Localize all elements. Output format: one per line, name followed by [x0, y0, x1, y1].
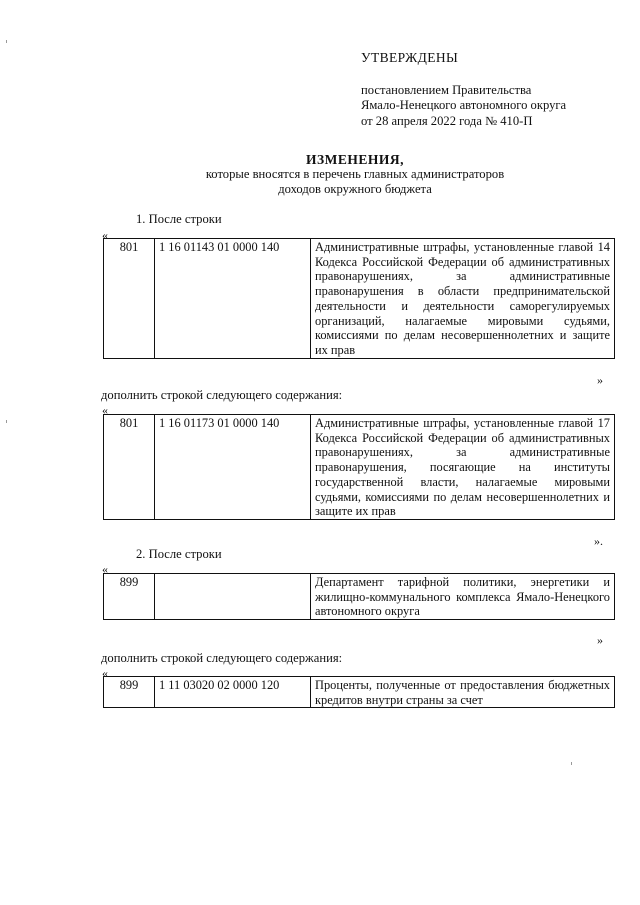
- income-name-cell: Административные штрафы, установленные главой 17 Кодекса Российской Федерации об административных правонарушениях, за административные правонарушения, посягающие на институты государственной власти, налагаемые мировыми судьями, комиссиями по делам несовершеннолетних и защите их прав: [311, 415, 615, 520]
- document-title: ИЗМЕНЕНИЯ,: [305, 152, 404, 167]
- open-quote: «: [102, 403, 108, 417]
- scan-mark: [6, 420, 7, 423]
- budget-table: [103, 676, 615, 708]
- table-row: [104, 415, 615, 520]
- income-code-cell: 1 16 01143 01 0000 140: [155, 239, 311, 359]
- open-quote: «: [102, 666, 108, 680]
- approval-line: Ямало-Ненецкого автономного округа: [361, 98, 567, 113]
- section-label: 2. После строки: [136, 547, 222, 561]
- approval-line: постановлением Правительства: [361, 83, 532, 98]
- budget-table: [103, 573, 615, 620]
- close-quote: »: [597, 373, 603, 387]
- admin-code-cell: 899: [104, 677, 155, 708]
- document-subtitle-line: которые вносятся в перечень главных администраторов: [205, 167, 505, 182]
- close-quote: »: [597, 633, 603, 647]
- budget-table: [103, 238, 615, 359]
- scan-mark: [6, 40, 7, 43]
- document-subtitle-line: доходов окружного бюджета: [278, 182, 432, 197]
- close-quote: ».: [594, 534, 603, 548]
- admin-code-cell: 801: [104, 415, 155, 520]
- document-heading: [100, 152, 610, 198]
- supplement-label: дополнить строкой следующего содержания:: [101, 651, 343, 665]
- income-code-cell: 1 11 03020 02 0000 120: [155, 677, 311, 708]
- budget-table: [103, 414, 615, 520]
- income-name-cell: Административные штрафы, установленные главой 14 Кодекса Российской Федерации об административных правонарушениях, за административные правонарушения в области предпринимательской деятельности и деятельности саморегулируемых организаций, налагаемые мировыми судьями, комиссиями по делам несовершеннолетних и защите их прав: [311, 239, 615, 359]
- table-row: [104, 239, 615, 359]
- income-code-cell: 1 16 01173 01 0000 140: [155, 415, 311, 520]
- table-row: [104, 574, 615, 620]
- income-code-cell: [155, 574, 311, 620]
- section-label: 1. После строки: [136, 212, 222, 226]
- income-name-cell: Департамент тарифной политики, энергетики и жилищно-коммунального комплекса Ямало-Ненецкого автономного округа: [311, 574, 615, 620]
- admin-code-cell: 801: [104, 239, 155, 359]
- scan-mark: [571, 762, 572, 765]
- open-quote: «: [102, 562, 108, 576]
- table-row: [104, 677, 615, 708]
- supplement-label: дополнить строкой следующего содержания:: [101, 388, 343, 402]
- admin-code-cell: 899: [104, 574, 155, 620]
- income-name-cell: Проценты, полученные от предоставления бюджетных кредитов внутри страны за счет: [311, 677, 615, 708]
- approval-block: [361, 50, 631, 129]
- approval-line: от 28 апреля 2022 года № 410-П: [361, 113, 533, 128]
- approval-title: УТВЕРЖДЕНЫ: [361, 50, 459, 65]
- open-quote: «: [102, 228, 108, 242]
